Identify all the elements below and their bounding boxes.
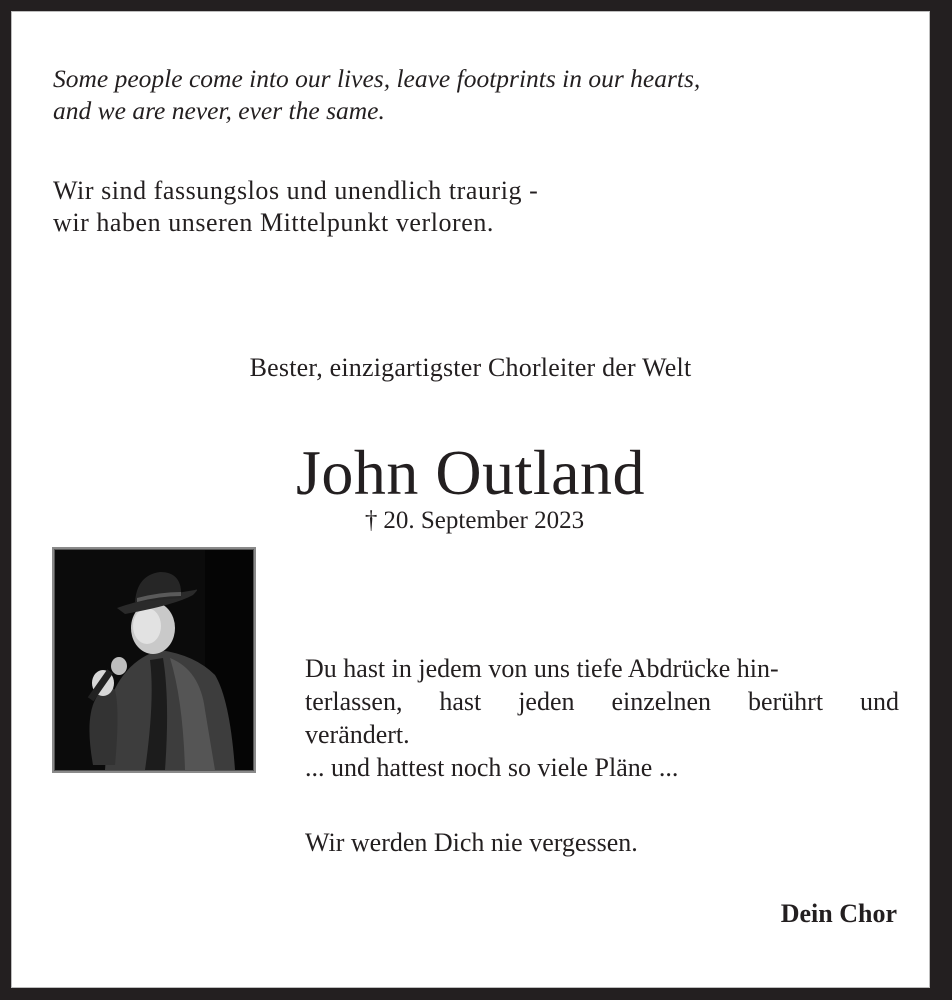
message-line: ... und hattest noch so viele Pläne ... (305, 753, 679, 782)
intro-block (53, 175, 538, 239)
word: terlassen, (305, 687, 403, 716)
word: einzelnen (611, 687, 712, 716)
portrait-photo (52, 547, 256, 773)
word: jeden (518, 687, 575, 716)
quote-line: and we are never, ever the same. (53, 96, 385, 125)
quote-block (53, 63, 700, 127)
farewell-text: Wir werden Dich nie vergessen. (305, 828, 638, 857)
message-line-justified (305, 685, 899, 718)
word: und (859, 687, 899, 716)
portrait-image (54, 549, 254, 771)
word: berührt (747, 687, 824, 716)
cross-icon: † (364, 507, 378, 534)
message-line: verändert. (305, 720, 410, 749)
death-date (11, 505, 930, 537)
deceased-name: John Outland (295, 437, 646, 508)
intro-line: wir haben unseren Mittelpunkt verloren. (53, 208, 494, 237)
obituary-notice (11, 11, 930, 988)
message-line: Du hast in jedem von uns tiefe Abdrücke hin- (305, 654, 779, 683)
death-date-text: 20. September 2023 (383, 507, 585, 534)
message-block (305, 652, 899, 784)
intro-line: Wir sind fassungslos und unendlich traurig - (53, 176, 539, 205)
word: hast (439, 687, 482, 716)
portrait-illustration (55, 550, 253, 770)
subtitle: Bester, einzigartigster Chorleiter der Welt (249, 353, 692, 382)
signature: Dein Chor (780, 899, 897, 928)
quote-line: Some people come into our lives, leave footprints in our hearts, (53, 64, 701, 93)
